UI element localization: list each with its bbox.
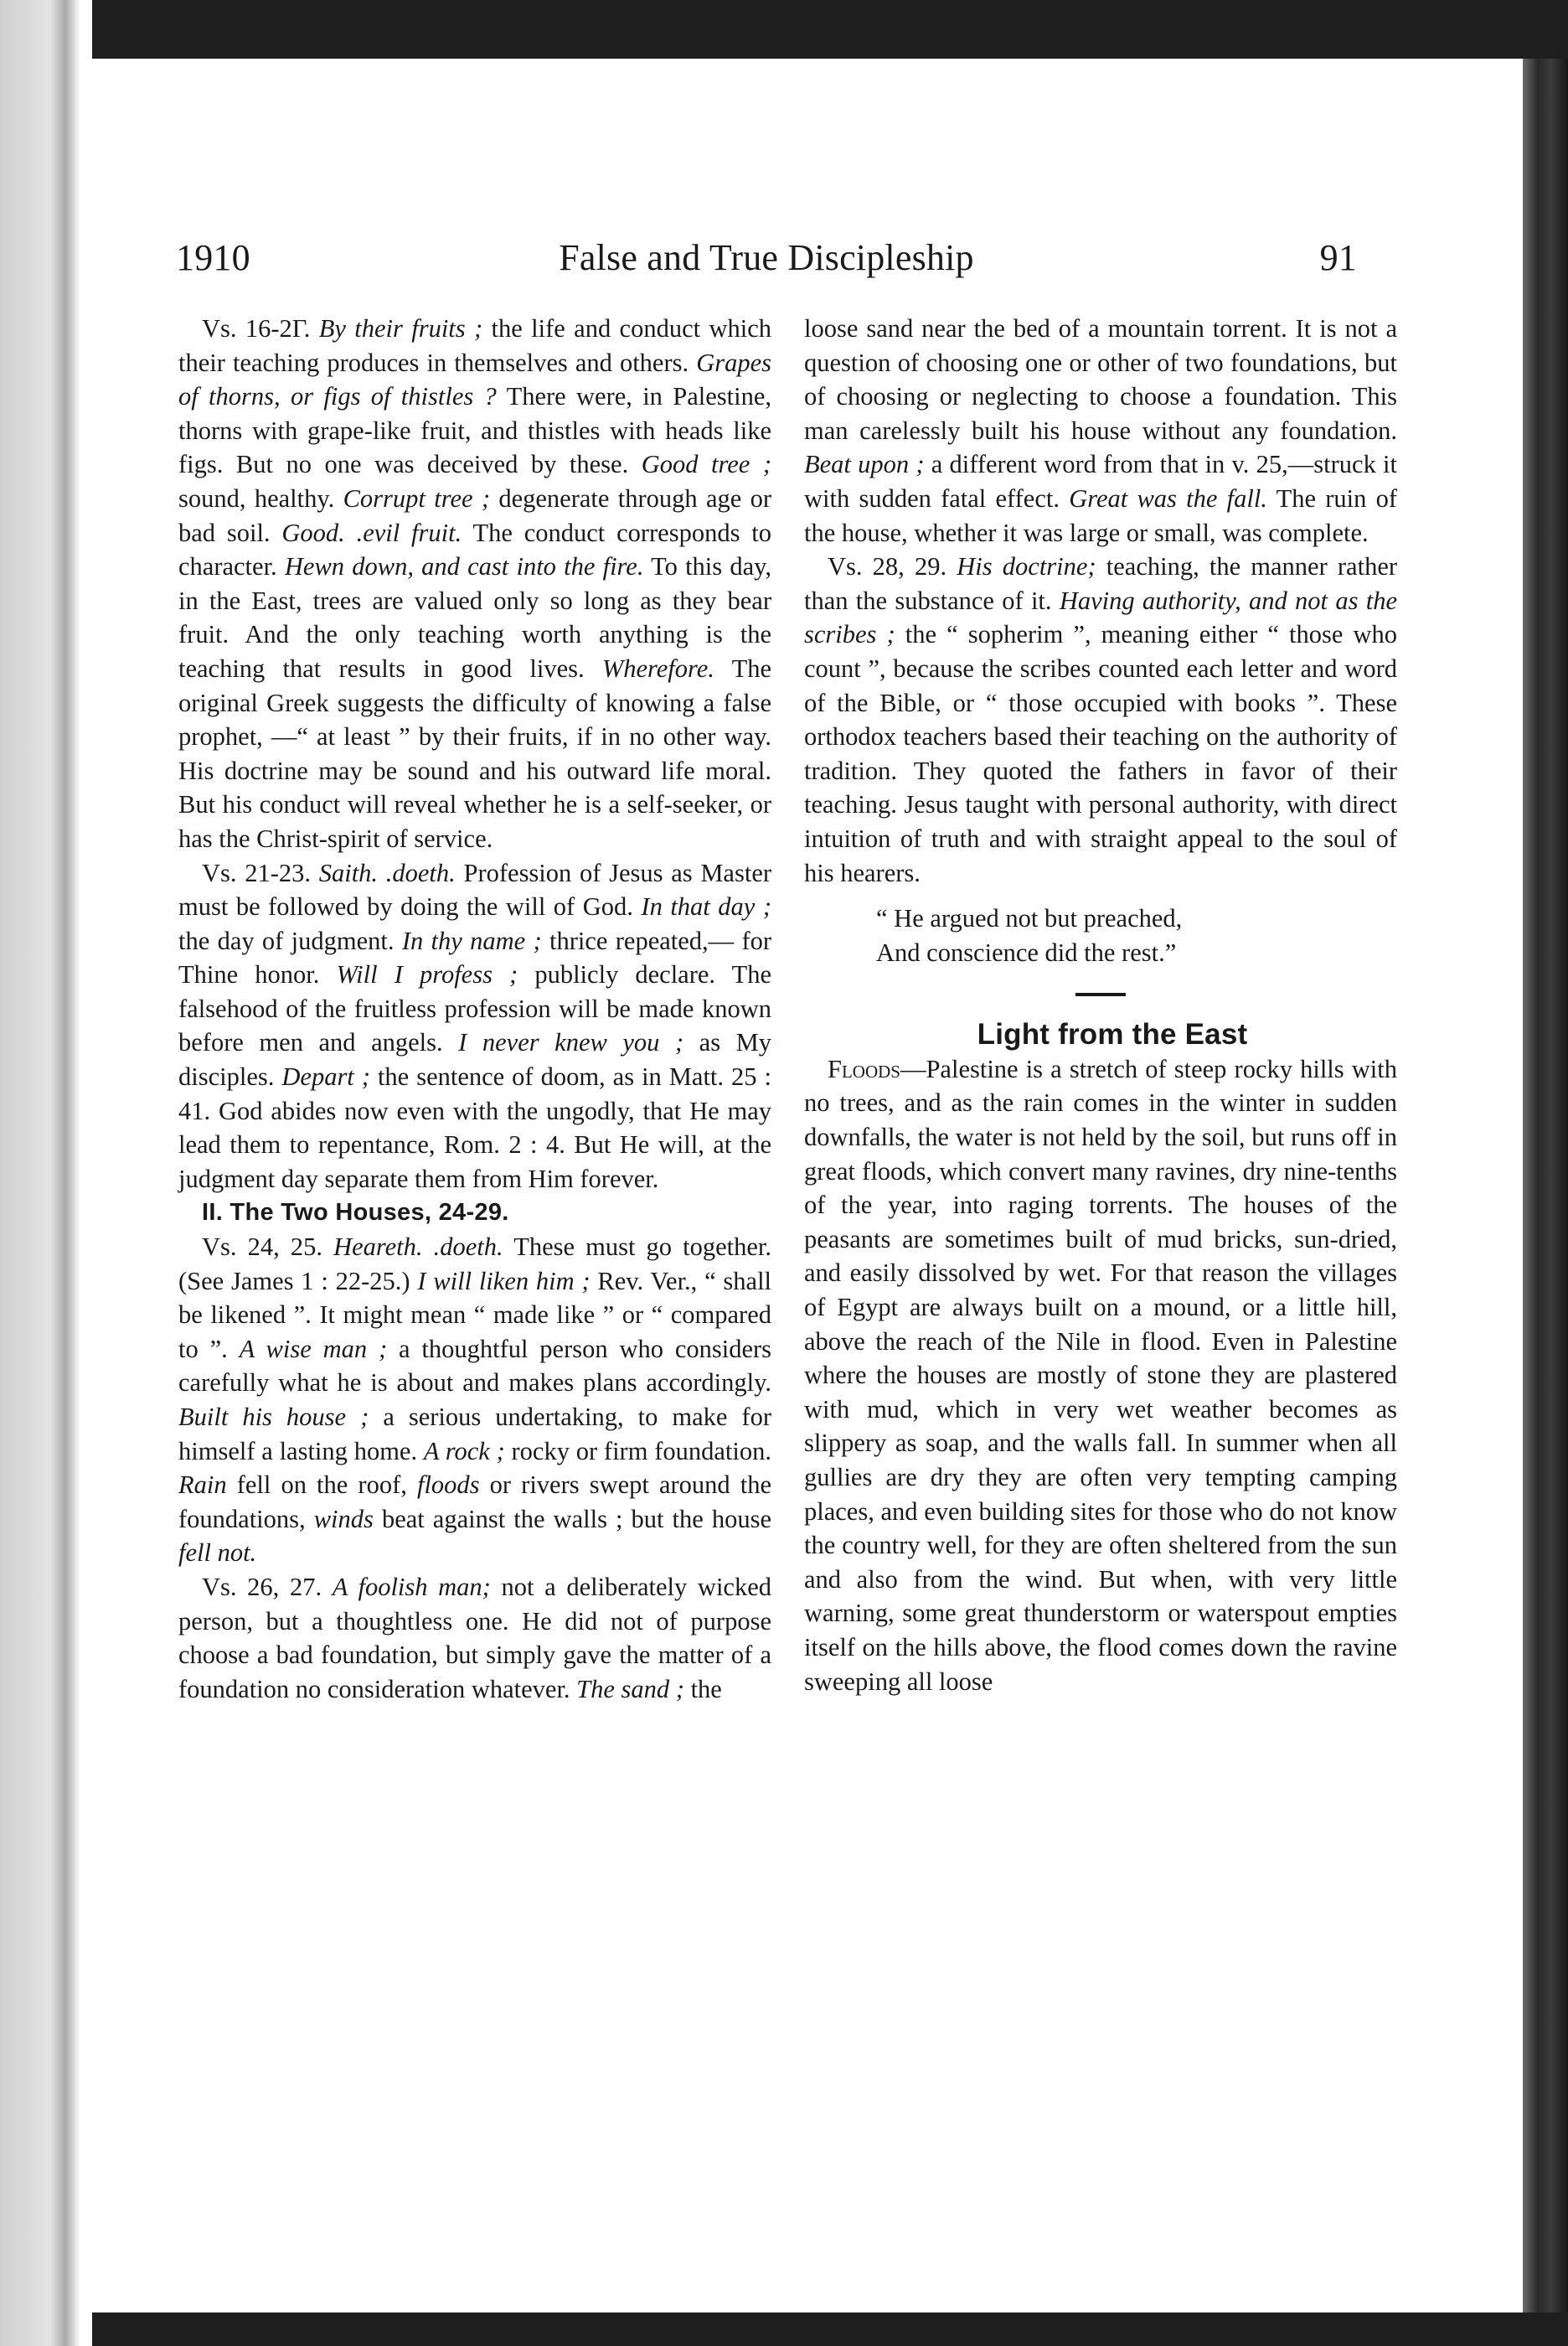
book-page-edge xyxy=(1523,59,1568,2312)
page-number: 91 xyxy=(1319,237,1357,278)
header-title: False and True Discipleship xyxy=(559,237,974,278)
paragraph-continuation: loose sand near the bed of a mountain torrent. It is not a question of choosing one or other of two foundations, but of choosing or neglecting to choose a foundation. This man carelessly built his house without any foundation. Beat upon ; a different word from that in v. 25,—struck it with sudden fatal effect. Great was the fall. The ruin of the house, whether it was large or small, was complete. xyxy=(804,314,1398,547)
paragraph-vs-26-27: Vs. 26, 27. A foolish man; not a deliberately wicked person, but a thoughtless one. He did not of purpose choose a bad foundation, but simply gave the matter of a foundation no consideration whatever. The sand ; the xyxy=(178,1572,771,1703)
left-column xyxy=(178,312,771,1706)
section-heading-two-houses: II. The Two Houses, 24-29. xyxy=(202,1199,509,1227)
light-from-the-east-heading: Light from the East xyxy=(977,1018,1248,1052)
section-divider xyxy=(1075,993,1126,996)
quote-line-2: And conscience did the rest.” xyxy=(876,938,1177,967)
running-head xyxy=(176,236,1357,295)
scan-margin-left xyxy=(0,0,92,2346)
paragraph-vs-21-23: Vs. 21-23. Saith. .doeth. Profession of Jesus as Master must be followed by doing the will of God. In that day ; the day of judgment. In thy name ; thrice repeated,— for Thine honor. Will I profess ; publicly declare. The falsehood of the fruitless profession will be made known before men and angels. I never knew you ; as My disciples. Depart ; the sentence of doom, as in Matt. 25 : 41. God abides now even with the ungodly, that He may lead them to repentance, Rom. 2 : 4. But He will, at the judgment day separate them from Him forever. xyxy=(178,858,772,1193)
paragraph-vs-24-25: Vs. 24, 25. Heareth. .doeth. These must go together. (See James 1 : 22-25.) I will liken him ; Rev. Ver., “ shall be likened ”. It might mean “ made like ” or “ compared to ”. A wise man ; a thoughtful person who considers carefully what he is about and makes plans accordingly. Built his house ; a serious undertaking, to make for himself a lasting home. A rock ; rocky or firm foundation. Rain fell on the roof, floods or rivers swept around the foundations, winds beat against the walls ; but the house fell not. xyxy=(178,1232,772,1568)
right-column xyxy=(804,312,1397,1698)
quote-line-1: “ He argued not but preached, xyxy=(876,904,1183,933)
header-year: 1910 xyxy=(176,237,250,278)
paragraph-floods: Floods—Palestine is a stretch of steep rocky hills with no trees, and as the rain comes in the winter in sudden downfalls, the water is not held by the soil, but runs off in great floods, which convert many ravines, dry nine-tenths of the year, into raging torrents. The houses of the peasants are sometimes built of mud bricks, sun-dried, and easily dissolved by wet. For that reason the villages of Egypt are always built on a mound, or a little hill, above the reach of the Nile in flood. Even in Palestine where the houses are mostly of stone they are plastered with mud, which in very wet weather becomes as slippery as soap, and the walls fall. In summer when all gullies are dry they are often very tempting camping places, and even building sites for those who do not know the country well, for they are often sheltered from the sun and also from the wind. But when, with very little warning, some great thunderstorm or waterspout empties itself on the hills above, the flood comes down the ravine sweeping all loose xyxy=(804,1054,1397,1696)
paragraph-vs-28-29: Vs. 28, 29. His doctrine; teaching, the manner rather than the substance of it. Having authority, and not as the scribes ; the “ sopherim ”, meaning either “ those who count ”, because the scribes counted each letter and word of the Bible, or “ those occupied with books ”. These orthodox teachers based their teaching on the authority of tradition. They quoted the fathers in favor of their teaching. Jesus taught with personal authority, with direct intuition of truth and with straight appeal to the soul of his hearers. xyxy=(804,552,1398,887)
paragraph-vs-16-20: Vs. 16-2Γ. By their fruits ; the life and conduct which their teaching produces in themselves and others. Grapes of thorns, or figs of thistles ? There were, in Palestine, thorns with grape-like fruit, and thistles with heads like figs. But no one was deceived by these. Good tree ; sound, healthy. Corrupt tree ; degenerate through age or bad soil. Good. .evil fruit. The conduct corresponds to character. Hewn down, and cast into the fire. To this day, in the East, trees are valued only so long as they bear fruit. And the only teaching worth anything is the teaching that results in good lives. Wherefore. The original Greek suggests the difficulty of knowing a false prophet, —“ at least ” by their fruits, if in no other way. His doctrine may be sound and his outward life moral. But his conduct will reveal whether he is a self-seeker, or has the Christ-spirit of service. xyxy=(178,314,772,853)
